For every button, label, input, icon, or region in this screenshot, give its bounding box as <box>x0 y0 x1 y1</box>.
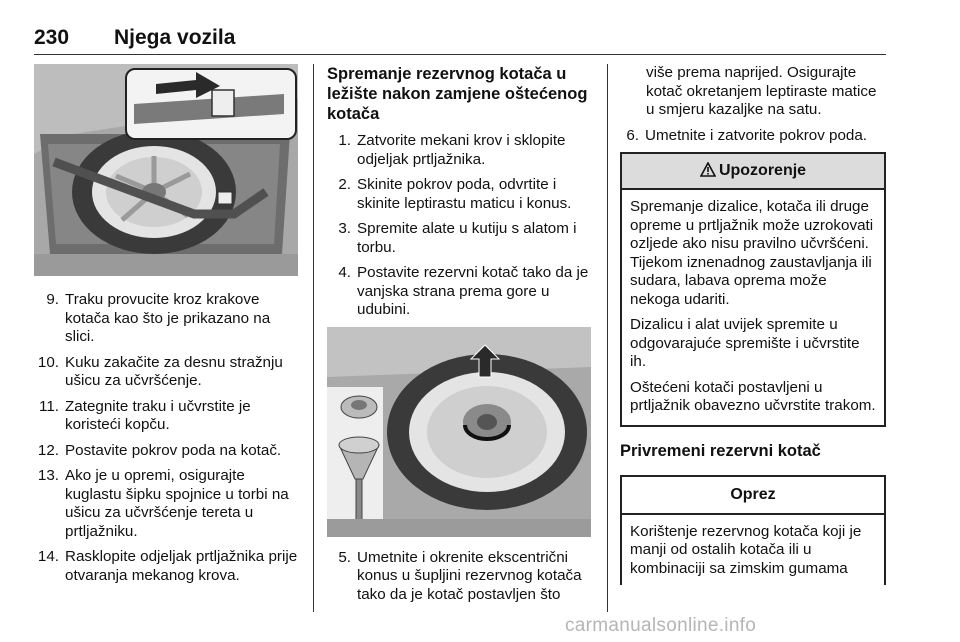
list-item: 2. Skinite pokrov poda, odvrtite i skinite leptirastu maticu i konus. <box>338 176 572 212</box>
spare-wheel-cone-figure <box>327 327 591 537</box>
column-divider-2 <box>607 64 608 612</box>
steps-list-left <box>34 291 300 585</box>
step-continuation: više prema naprijed. Osigurajte kotač okretanjem leptiraste matice u smjeru kazaljke na satu. <box>646 64 877 118</box>
spare-wheel-strap-figure <box>34 64 298 276</box>
steps-list-middle-continued <box>326 549 595 605</box>
list-item: 9. Traku provucite kroz krakove kotača kao što je prikazano na slici. <box>46 291 271 345</box>
middle-column <box>327 64 595 611</box>
watermark: carmanualsonline.info <box>565 615 757 636</box>
list-item: 1. Zatvorite mekani krov i sklopite odjeljak prtljažnika. <box>338 132 566 168</box>
list-item: 4. Postavite rezervni kotač tako da je vanjska strana prema gore u udubini. <box>338 264 589 318</box>
list-item: 3. Spremite alate u kutiju s alatom i torbu. <box>338 220 577 256</box>
page-number: 230 <box>34 26 70 49</box>
caution-body <box>622 515 884 579</box>
right-column <box>620 64 886 585</box>
column-divider-1 <box>313 64 314 612</box>
list-item: 12. Postavite pokrov poda na kotač. <box>37 441 282 459</box>
warning-paragraph: Oštećeni kotači postavljeni u prtljažnik obavezno učvrstite trakom. <box>630 378 876 414</box>
warning-paragraph: Spremanje dizalice, kotača ili druge opreme u prtljažnik može uzrokovati ozljede ako nisu pravilno učvršćeni. Tijekom iznenadnog zaustavljanja ili sudara, labava oprema može nekoga udariti. <box>630 198 874 308</box>
steps-list-right <box>614 127 886 146</box>
list-item: 11. Zategnite traku i učvrstite je koristeći kopču. <box>39 397 251 433</box>
caution-header <box>622 477 884 515</box>
list-item: 13. Ako je u opremi, osigurajte kuglastu šipku spojnice u torbi na ušicu za učvršćenje tereta u prtljažniku. <box>37 467 289 540</box>
list-item: 10. Kuku zakačite za desnu stražnju ušicu za učvršćenje. <box>37 353 283 389</box>
list-item: 5. Umetnite i okrenite ekscentrični konus u šupljini rezervnog kotača tako da je kotač postavljen što <box>338 548 582 603</box>
list-item: 14. Rasklopite odjeljak prtljažnika prije otvaranja mekanog krova. <box>37 548 298 584</box>
warning-header <box>622 154 884 190</box>
warning-title: Upozorenje <box>718 162 807 179</box>
left-column <box>34 64 300 592</box>
page-header <box>34 26 886 55</box>
warning-triangle-icon <box>700 156 716 190</box>
warning-box <box>620 152 886 427</box>
warning-body <box>622 190 884 425</box>
caution-box <box>620 475 886 585</box>
chapter-title: Njega vozila <box>114 26 236 49</box>
warning-paragraph: Dizalicu i alat uvijek spremite u odgovarajuće spremište i učvrstite ih. <box>630 316 860 370</box>
section-title-temporary-spare: Privremeni rezervni kotač <box>620 441 821 460</box>
section-title-spare-storage: Spremanje rezervnog kotača u ležište nakon zamjene oštećenog kotača <box>327 65 588 123</box>
steps-list-middle <box>326 132 595 320</box>
list-item: 6. Umetnite i zatvorite pokrov poda. <box>626 126 868 144</box>
caution-paragraph: Korištenje rezervnog kotača koji je manji od ostalih kotača ili u kombinaciji sa zimskim gumama <box>630 522 862 577</box>
caution-title: Oprez <box>730 485 776 503</box>
